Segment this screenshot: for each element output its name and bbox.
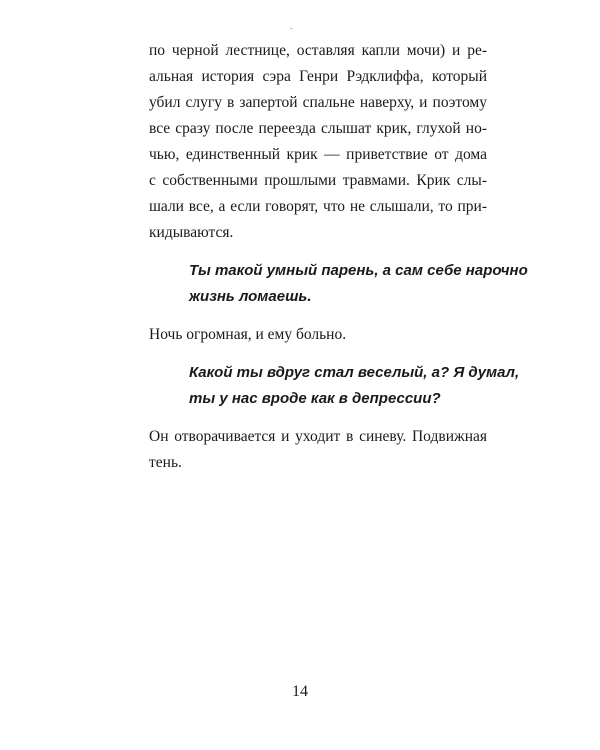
dialogue-quote-1 [149, 258, 528, 310]
paragraph-line: шали все, а если говорят, что не слышали, то при- [149, 198, 487, 215]
paragraph-line: кидываются. [149, 224, 234, 241]
quote-line: жизнь ломаешь. [189, 288, 312, 305]
paragraph-line: по черной лестнице, оставляя капли мочи) и ре- [149, 42, 487, 59]
text-column [149, 38, 528, 476]
paragraph-line: тень. [149, 454, 182, 471]
paragraph-line: все сразу после переезда слышат крик, глухой но- [149, 120, 487, 137]
dialogue-quote-2 [149, 360, 520, 412]
paragraph-2 [149, 322, 487, 348]
paragraph-line: убил слугу в запертой спальне наверху, и поэтому [149, 94, 487, 111]
quote-line: Ты такой умный парень, а сам себе нарочно [189, 262, 528, 279]
top-mark [290, 28, 293, 29]
quote-line: ты у нас вроде как в депрессии? [189, 390, 441, 407]
paragraph-line: альная история сэра Генри Рэдклиффа, который [149, 68, 487, 85]
paragraph-line: чью, единственный крик — приветствие от дома [149, 146, 487, 163]
paragraph-3 [149, 424, 487, 476]
paragraph-line: с собственными прошлыми травмами. Крик слы- [149, 172, 487, 189]
paragraph-line: Ночь огромная, и ему больно. [149, 326, 347, 343]
quote-line: Какой ты вдруг стал веселый, а? Я думал, [189, 364, 520, 381]
paragraph-1 [149, 38, 487, 246]
paragraph-line: Он отворачивается и уходит в синеву. Подвижная [149, 428, 487, 445]
page-number: 14 [292, 683, 308, 700]
